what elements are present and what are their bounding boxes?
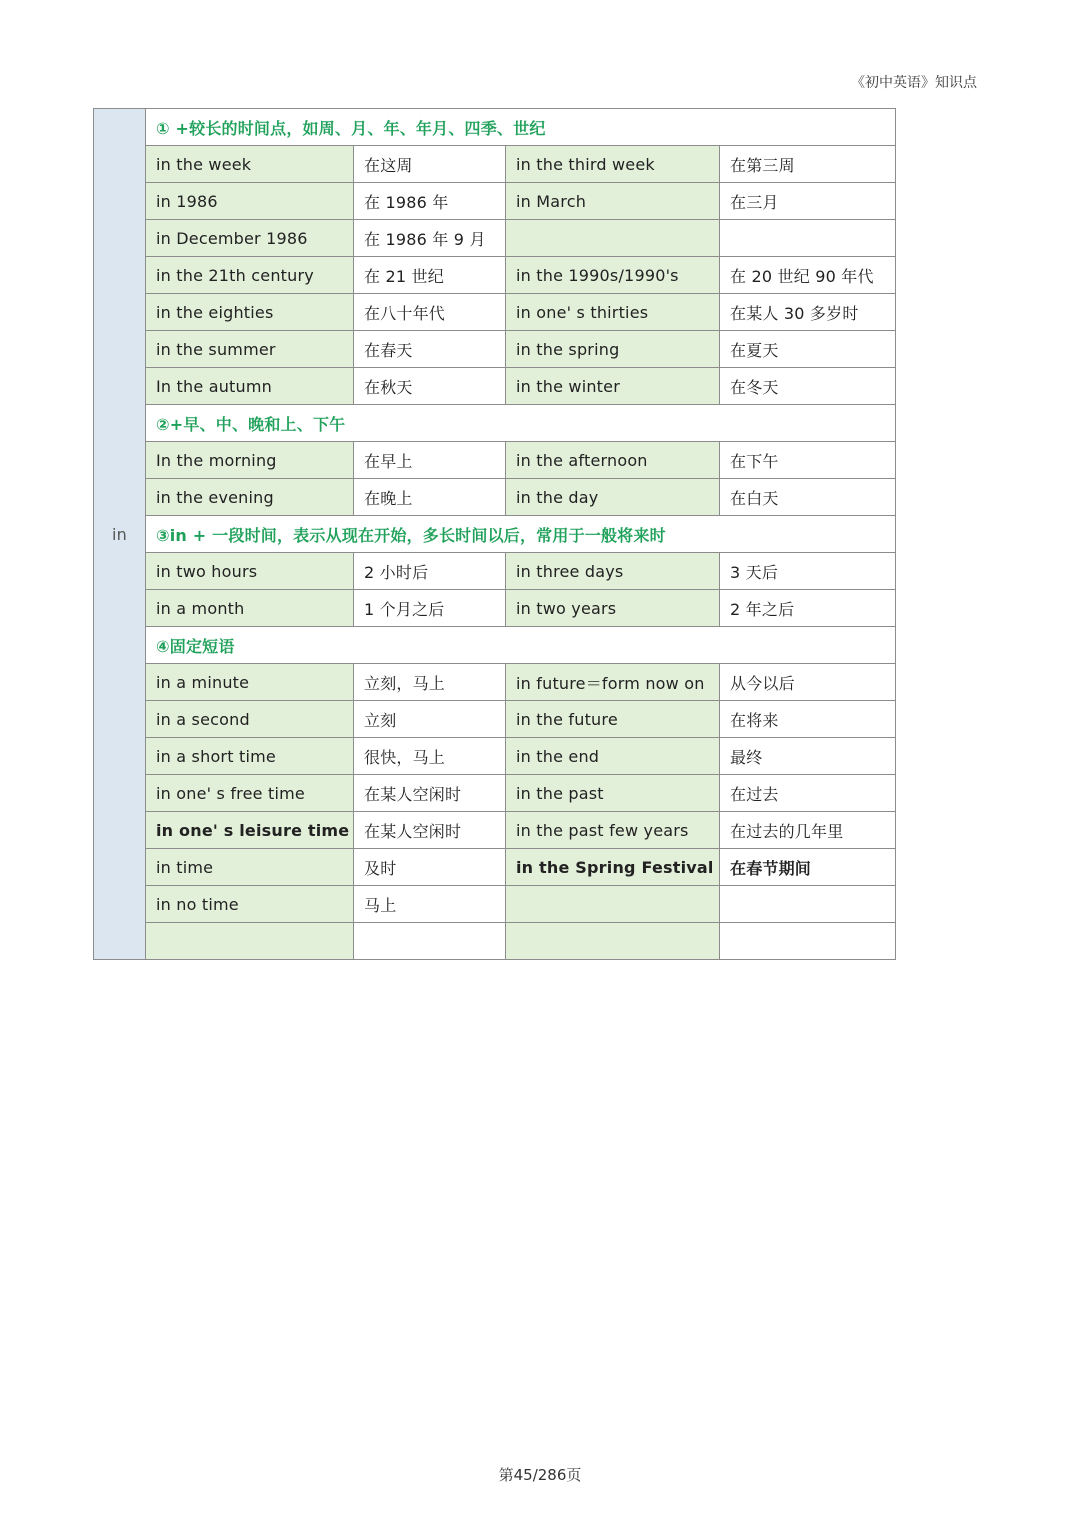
phrase-cell: in a short time	[146, 738, 354, 775]
meaning-cell	[720, 886, 896, 923]
section-title-row	[94, 405, 896, 442]
table-row	[94, 775, 896, 812]
phrase-cell: in the third week	[506, 146, 720, 183]
meaning-cell: 从今以后	[720, 664, 896, 701]
phrase-cell: in a minute	[146, 664, 354, 701]
table-row	[94, 553, 896, 590]
document-header-title: 《初中英语》知识点	[851, 75, 977, 91]
phrase-cell: in three days	[506, 553, 720, 590]
phrase-cell: in one' s thirties	[506, 294, 720, 331]
table-row	[94, 146, 896, 183]
meaning-cell: 在 20 世纪 90 年代	[720, 257, 896, 294]
phrase-cell: in March	[506, 183, 720, 220]
meaning-cell: 在第三周	[720, 146, 896, 183]
meaning-cell: 在夏天	[720, 331, 896, 368]
phrase-cell: in December 1986	[146, 220, 354, 257]
section-title: ②+早、中、晚和上、下午	[146, 405, 896, 442]
phrase-cell: in a month	[146, 590, 354, 627]
meaning-cell: 很快，马上	[354, 738, 506, 775]
table-row	[94, 294, 896, 331]
meaning-cell	[720, 923, 896, 960]
meaning-cell: 及时	[354, 849, 506, 886]
phrase-cell: In the autumn	[146, 368, 354, 405]
table-row	[94, 812, 896, 849]
meaning-cell: 在过去的几年里	[720, 812, 896, 849]
meaning-cell: 马上	[354, 886, 506, 923]
table-row	[94, 701, 896, 738]
meaning-cell: 在某人空闲时	[354, 775, 506, 812]
phrase-cell: in the Spring Festival	[506, 849, 720, 886]
phrase-cell: in the spring	[506, 331, 720, 368]
phrase-cell: in one' s free time	[146, 775, 354, 812]
meaning-cell: 在这周	[354, 146, 506, 183]
meaning-cell: 1 个月之后	[354, 590, 506, 627]
section-title-row	[94, 109, 896, 146]
phrase-cell: in the 21th century	[146, 257, 354, 294]
table-row	[94, 479, 896, 516]
in-phrases-table	[93, 108, 896, 960]
table-row	[94, 331, 896, 368]
phrase-cell	[506, 886, 720, 923]
meaning-cell: 在某人空闲时	[354, 812, 506, 849]
meaning-cell: 在 21 世纪	[354, 257, 506, 294]
phrase-cell: in the future	[506, 701, 720, 738]
meaning-cell: 在 1986 年 9 月	[354, 220, 506, 257]
section-title: ③in + 一段时间，表示从现在开始，多长时间以后，常用于一般将来时	[146, 516, 896, 553]
meaning-cell: 在冬天	[720, 368, 896, 405]
meaning-cell: 在白天	[720, 479, 896, 516]
section-title: ④固定短语	[146, 627, 896, 664]
table-row	[94, 220, 896, 257]
phrase-cell	[506, 220, 720, 257]
meaning-cell: 3 天后	[720, 553, 896, 590]
phrase-cell: in the past	[506, 775, 720, 812]
phrase-cell: in the eighties	[146, 294, 354, 331]
phrase-cell: in the evening	[146, 479, 354, 516]
meaning-cell: 在春天	[354, 331, 506, 368]
meaning-cell: 在八十年代	[354, 294, 506, 331]
phrase-cell	[506, 923, 720, 960]
meaning-cell: 在早上	[354, 442, 506, 479]
section-title-row	[94, 627, 896, 664]
phrase-cell: in two hours	[146, 553, 354, 590]
meaning-cell: 在晚上	[354, 479, 506, 516]
table-row	[94, 183, 896, 220]
table-row	[94, 590, 896, 627]
phrase-cell: in the 1990s/1990's	[506, 257, 720, 294]
phrase-cell: in one' s leisure time	[146, 812, 354, 849]
meaning-cell: 在过去	[720, 775, 896, 812]
table-row	[94, 664, 896, 701]
table-row	[94, 923, 896, 960]
phrase-cell: in the week	[146, 146, 354, 183]
table-row	[94, 886, 896, 923]
table-row	[94, 442, 896, 479]
phrase-cell: in time	[146, 849, 354, 886]
meaning-cell: 在下午	[720, 442, 896, 479]
phrase-cell: In the morning	[146, 442, 354, 479]
meaning-cell: 在将来	[720, 701, 896, 738]
meaning-cell: 在三月	[720, 183, 896, 220]
meaning-cell: 2 年之后	[720, 590, 896, 627]
phrase-cell	[146, 923, 354, 960]
table-row	[94, 738, 896, 775]
phrase-cell: in no time	[146, 886, 354, 923]
meaning-cell: 立刻，马上	[354, 664, 506, 701]
meaning-cell: 在春节期间	[720, 849, 896, 886]
meaning-cell	[720, 220, 896, 257]
phrase-cell: in the summer	[146, 331, 354, 368]
table-row	[94, 368, 896, 405]
meaning-cell: 2 小时后	[354, 553, 506, 590]
meaning-cell: 在 1986 年	[354, 183, 506, 220]
table-row	[94, 257, 896, 294]
section-title: ① +较长的时间点，如周、月、年、年月、四季、世纪	[146, 109, 896, 146]
phrase-cell: in the afternoon	[506, 442, 720, 479]
phrase-cell: in the past few years	[506, 812, 720, 849]
meaning-cell: 在秋天	[354, 368, 506, 405]
phrase-cell: in two years	[506, 590, 720, 627]
phrase-cell: in a second	[146, 701, 354, 738]
phrase-cell: in the end	[506, 738, 720, 775]
page-number: 第45/286页	[498, 1466, 582, 1484]
meaning-cell: 在某人 30 多岁时	[720, 294, 896, 331]
phrase-cell: in the day	[506, 479, 720, 516]
meaning-cell	[354, 923, 506, 960]
phrase-cell: in the winter	[506, 368, 720, 405]
section-title-row	[94, 516, 896, 553]
meaning-cell: 最终	[720, 738, 896, 775]
meaning-cell: 立刻	[354, 701, 506, 738]
phrase-cell: in future＝form now on	[506, 664, 720, 701]
phrase-cell: in 1986	[146, 183, 354, 220]
table-row	[94, 849, 896, 886]
side-label: in	[94, 109, 146, 960]
